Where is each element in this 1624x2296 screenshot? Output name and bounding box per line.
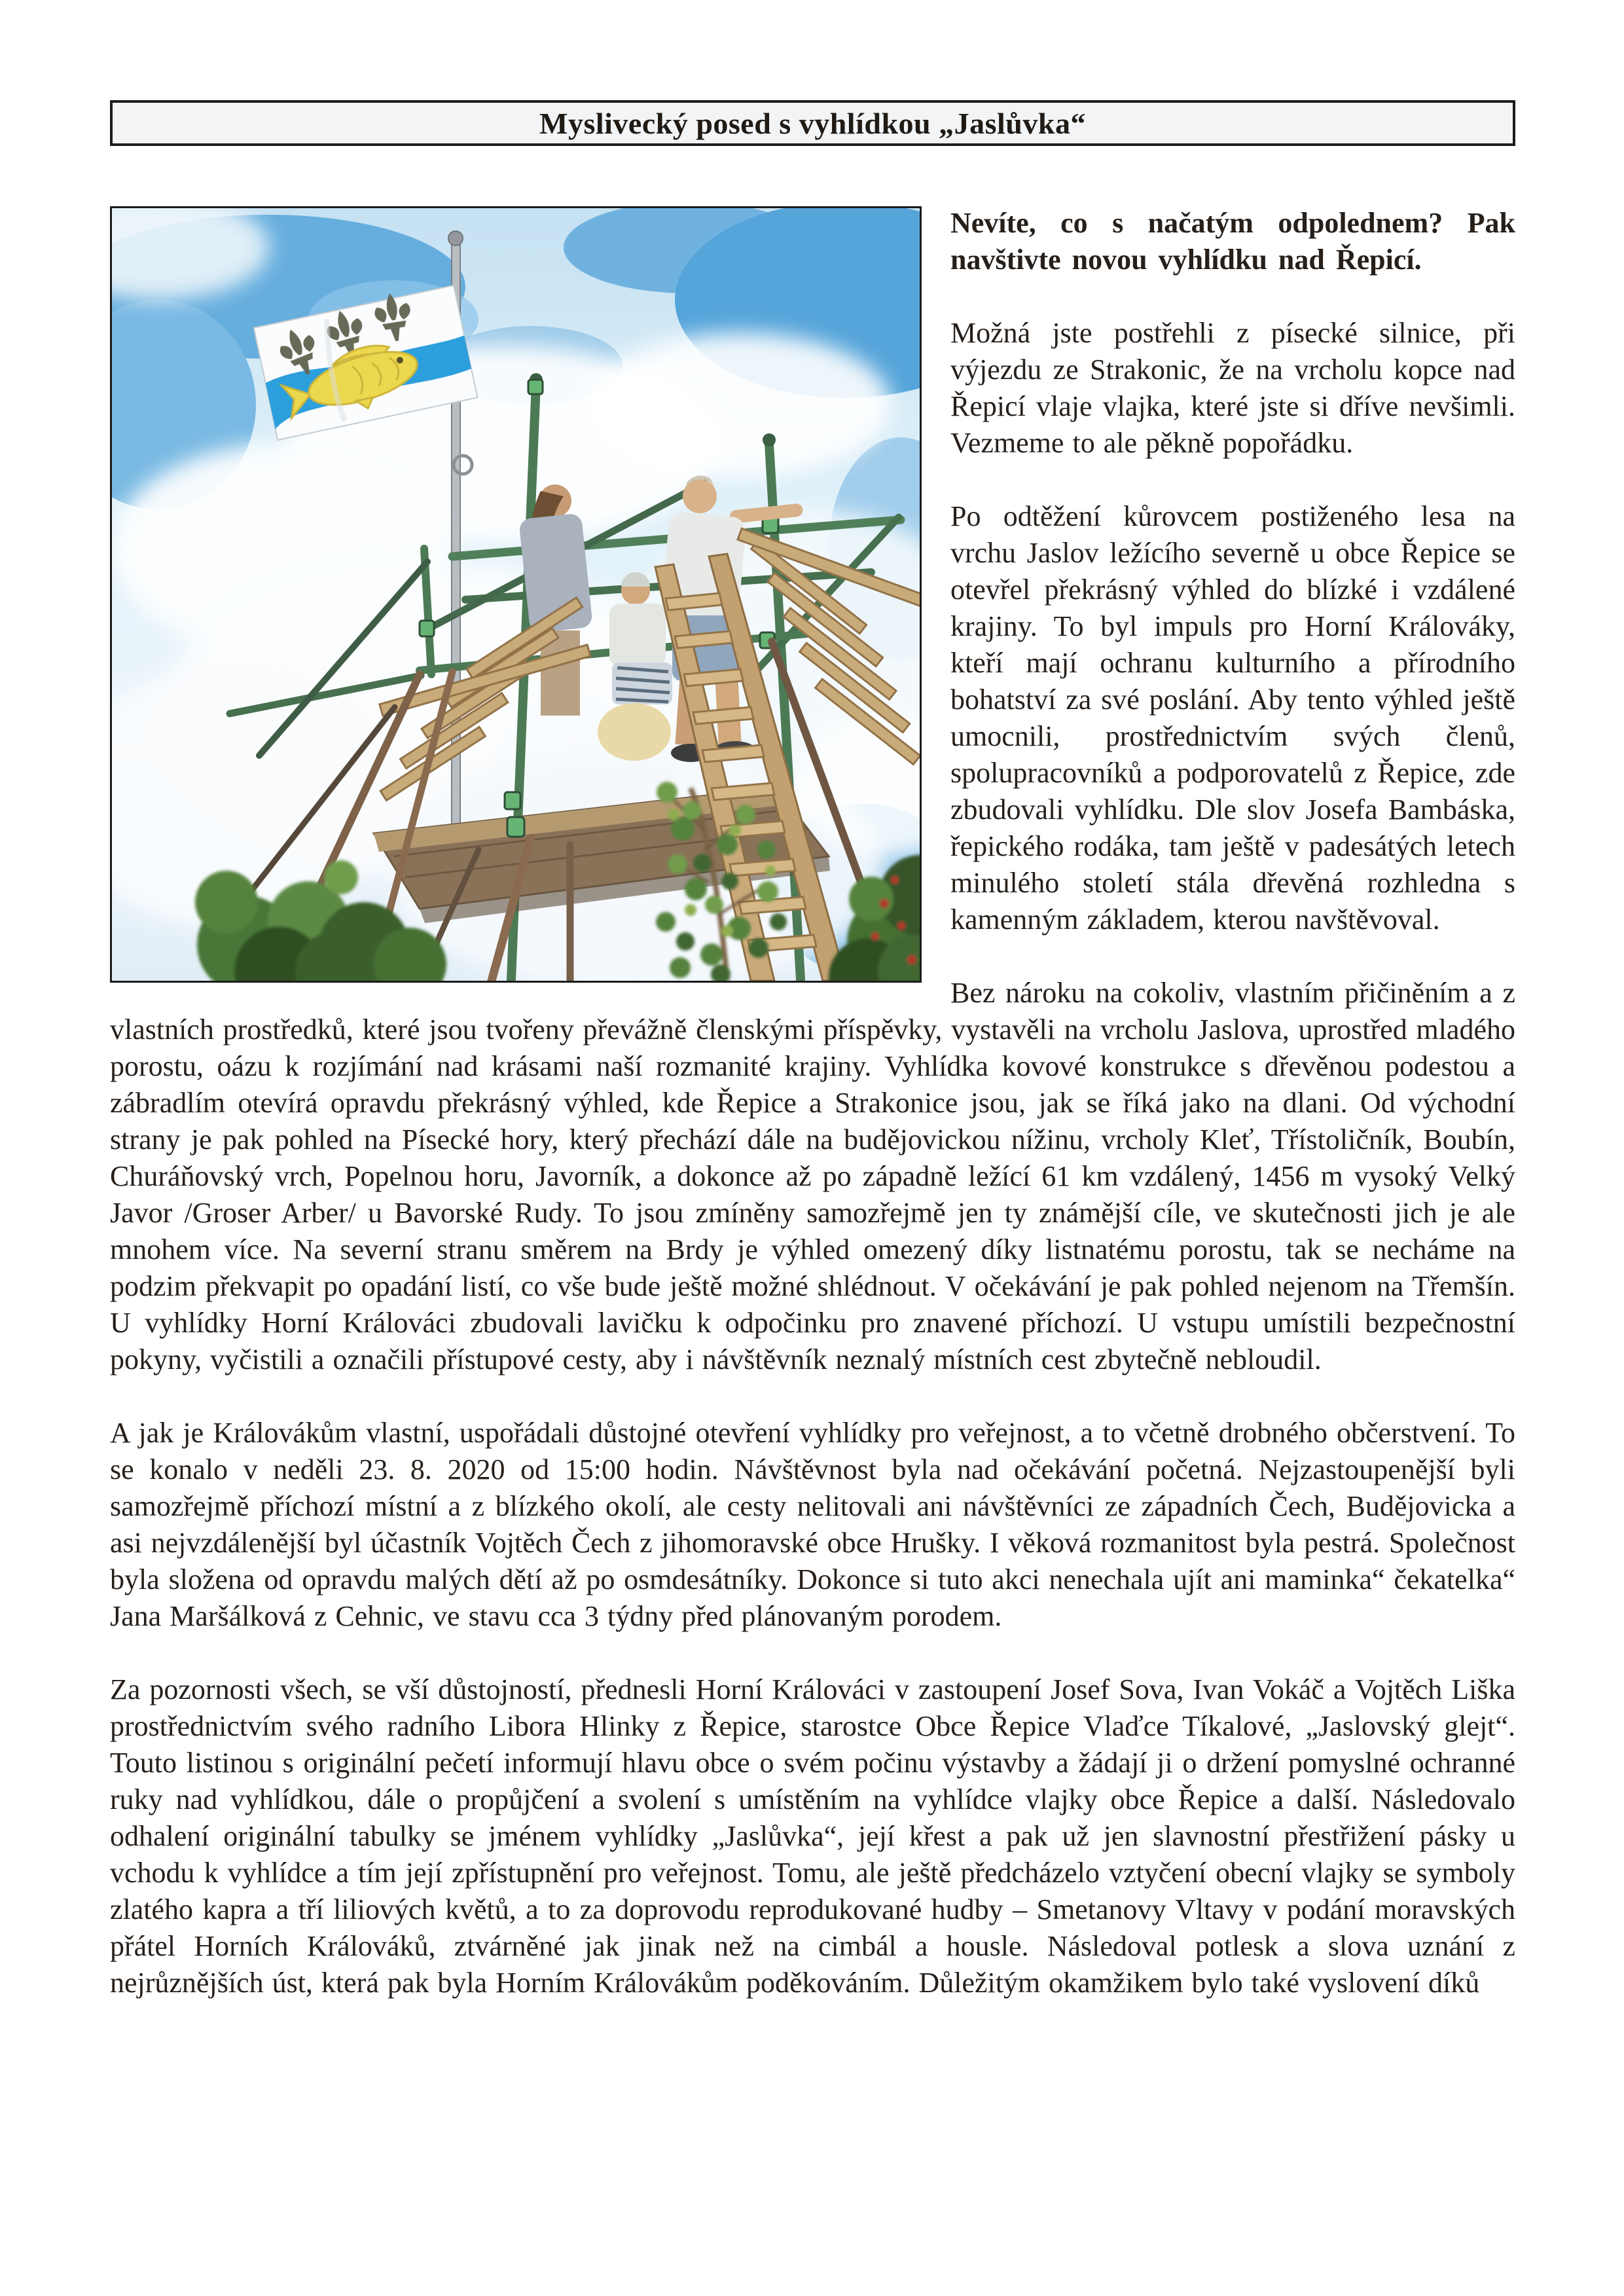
page-title: Myslivecký posed s vyhlídkou „Jaslůvka“ (539, 106, 1086, 140)
body-paragraph-2: A jak je Královákům vlastní, uspořádali důstojné otevření vyhlídky pro veřejnost, a to včetně drobného občerstvení. To se konalo v neděli 23. 8. 2020 od 15:00 hodin. Návštěvnost byla nad očekávání početná. Nejzastoupenější byli samozřejmě příchozí místní a z blízkého okolí, ale cesty nelitovali ani návštěvníci ze západních Čech, Budějovicka a asi nejvzdálenější byl účastník Vojtěch Čech z jihomoravské obce Hrušky. I věková rozmanitost byla pestrá. Společnost byla složena od opravdu malých dětí až po osmdesátníky. Dokonce si tuto akci nenechala ujít ani maminka“ čekatelka“ Jana Maršálková z Cehnic, ve stavu cca 3 týdny před plánovaným porodem. (110, 1417, 1515, 1632)
title-banner (110, 100, 1515, 146)
column-paragraph-2: Po odtěžení kůrovcem postiženého lesa na vrchu Jaslov ležícího severně u obce Řepice se otevřel překrásný výhled do blízké i vzdálené krajiny. To byl impuls pro Horní Králováky, kteří mají ochranu kulturního a přírodního bohatství za své poslání. Aby tento výhled ještě umocnili, prostřednictvím svých členů, spolupracovníků a podporovatelů z Řepice, zde zbudovali vyhlídku. Dle slov Josefa Bambáska, řepického rodáka, tam ještě v padesátých letech minulého století stála dřevěná rozhledna s kamenným základem, kterou navštěvoval. (950, 500, 1515, 936)
body-paragraph-3: Za pozornosti všech, se vší důstojností, přednesli Horní Králováci v zastoupení Josef Sova, Ivan Vokáč a Vojtěch Liška prostřednictvím svého radního Libora Hlinky z Řepice, starostce Obce Řepice Vlaďce Tíkalové, „Jaslovský glejt“. Touto listinou s originální pečetí informují hlavu obce o svém počinu výstavby a žádají ji o držení pomyslné ochranné ruky nad vyhlídkou, dále o propůjčení a svolení s umístěním na vyhlídce vlajky obce Řepice a další. Následovalo odhalení originální tabulky se jménem vyhlídky „Jaslůvka“, její křest a pak už jen slavnostní přestřižení pásky u vchodu k vyhlídce a tím její zpřístupnění pro veřejnost. Tomu, ale ještě předcházelo vztyčení obecní vlajky se symboly zlatého kapra a tří liliových květů, a to za doprovodu reprodukované hudby – Smetanovy Vltavy v podání moravských přátel Horních Králováků, ztvárněné jak jinak než na cimbál a housle. Následoval potlesk a slova uznání z nejrůznějších úst, která pak byla Horním Královákům poděkováním. Důležitým okamžikem bylo také vyslovení díků (110, 1673, 1515, 1999)
lookout-tower-photo-svg (112, 208, 920, 981)
body-paragraph-1: Bez nároku na cokoliv, vlastním přičiněním a z vlastních prostředků, které jsou tvořeny převážně členskými příspěvky, vystavěli na vrcholu Jaslova, uprostřed mladého porostu, oázu k rozjímání nad krásami naší rozmanité krajiny. Vyhlídka kovové konstrukce s dřevěnou podestou a zábradlím otevírá opravdu překrásný výhled, kde Řepice a Strakonice jsou, jak se říká jako na dlani. Od východní strany je pak pohled na Písecké hory, který přechází dále na budějovickou nížinu, vrcholy Kleť, Třístoličník, Boubín, Churáňovský vrch, Popelnou horu, Javorník, a dokonce až po západně ležící 61 km vzdálený, 1456 m vysoký Velký Javor /Groser Arber/ u Bavorské Rudy. To jsou zmíněny samozřejmě jen ty známější cíle, ve skutečnosti jich je ale mnohem více. Na severní stranu směrem na Brdy je výhled omezený díky listnatému porostu, tak se necháme na podzim překvapit po opadání listí, co vše bude ještě možné shlédnout. V očekávání je pak pohled nejenom na Třemšín. U vyhlídky Horní Králováci zbudovali lavičku k odpočinku pro znavené příchozí. U vstupu umístili bezpečnostní pokyny, vyčistili a označili přístupové cesty, aby i návštěvník neznalý místních cest zbytečně nebloudil. (110, 977, 1515, 1376)
column-paragraph-1: Možná jste postřehli z písecké silnice, při výjezdu ze Strakonic, že na vrcholu kopce nad Řepicí vlaje vlajka, které jste si dříve nevšimli. Vezmeme to ale pěkně popořádku. (950, 317, 1515, 459)
beige-bag (598, 703, 671, 761)
lead-paragraph: Nevíte, co s načatým odpolednem? Pak navštivte novou vyhlídku nad Řepicí. (950, 207, 1515, 276)
article-body (110, 205, 1515, 2001)
lookout-tower-photo (110, 206, 922, 983)
